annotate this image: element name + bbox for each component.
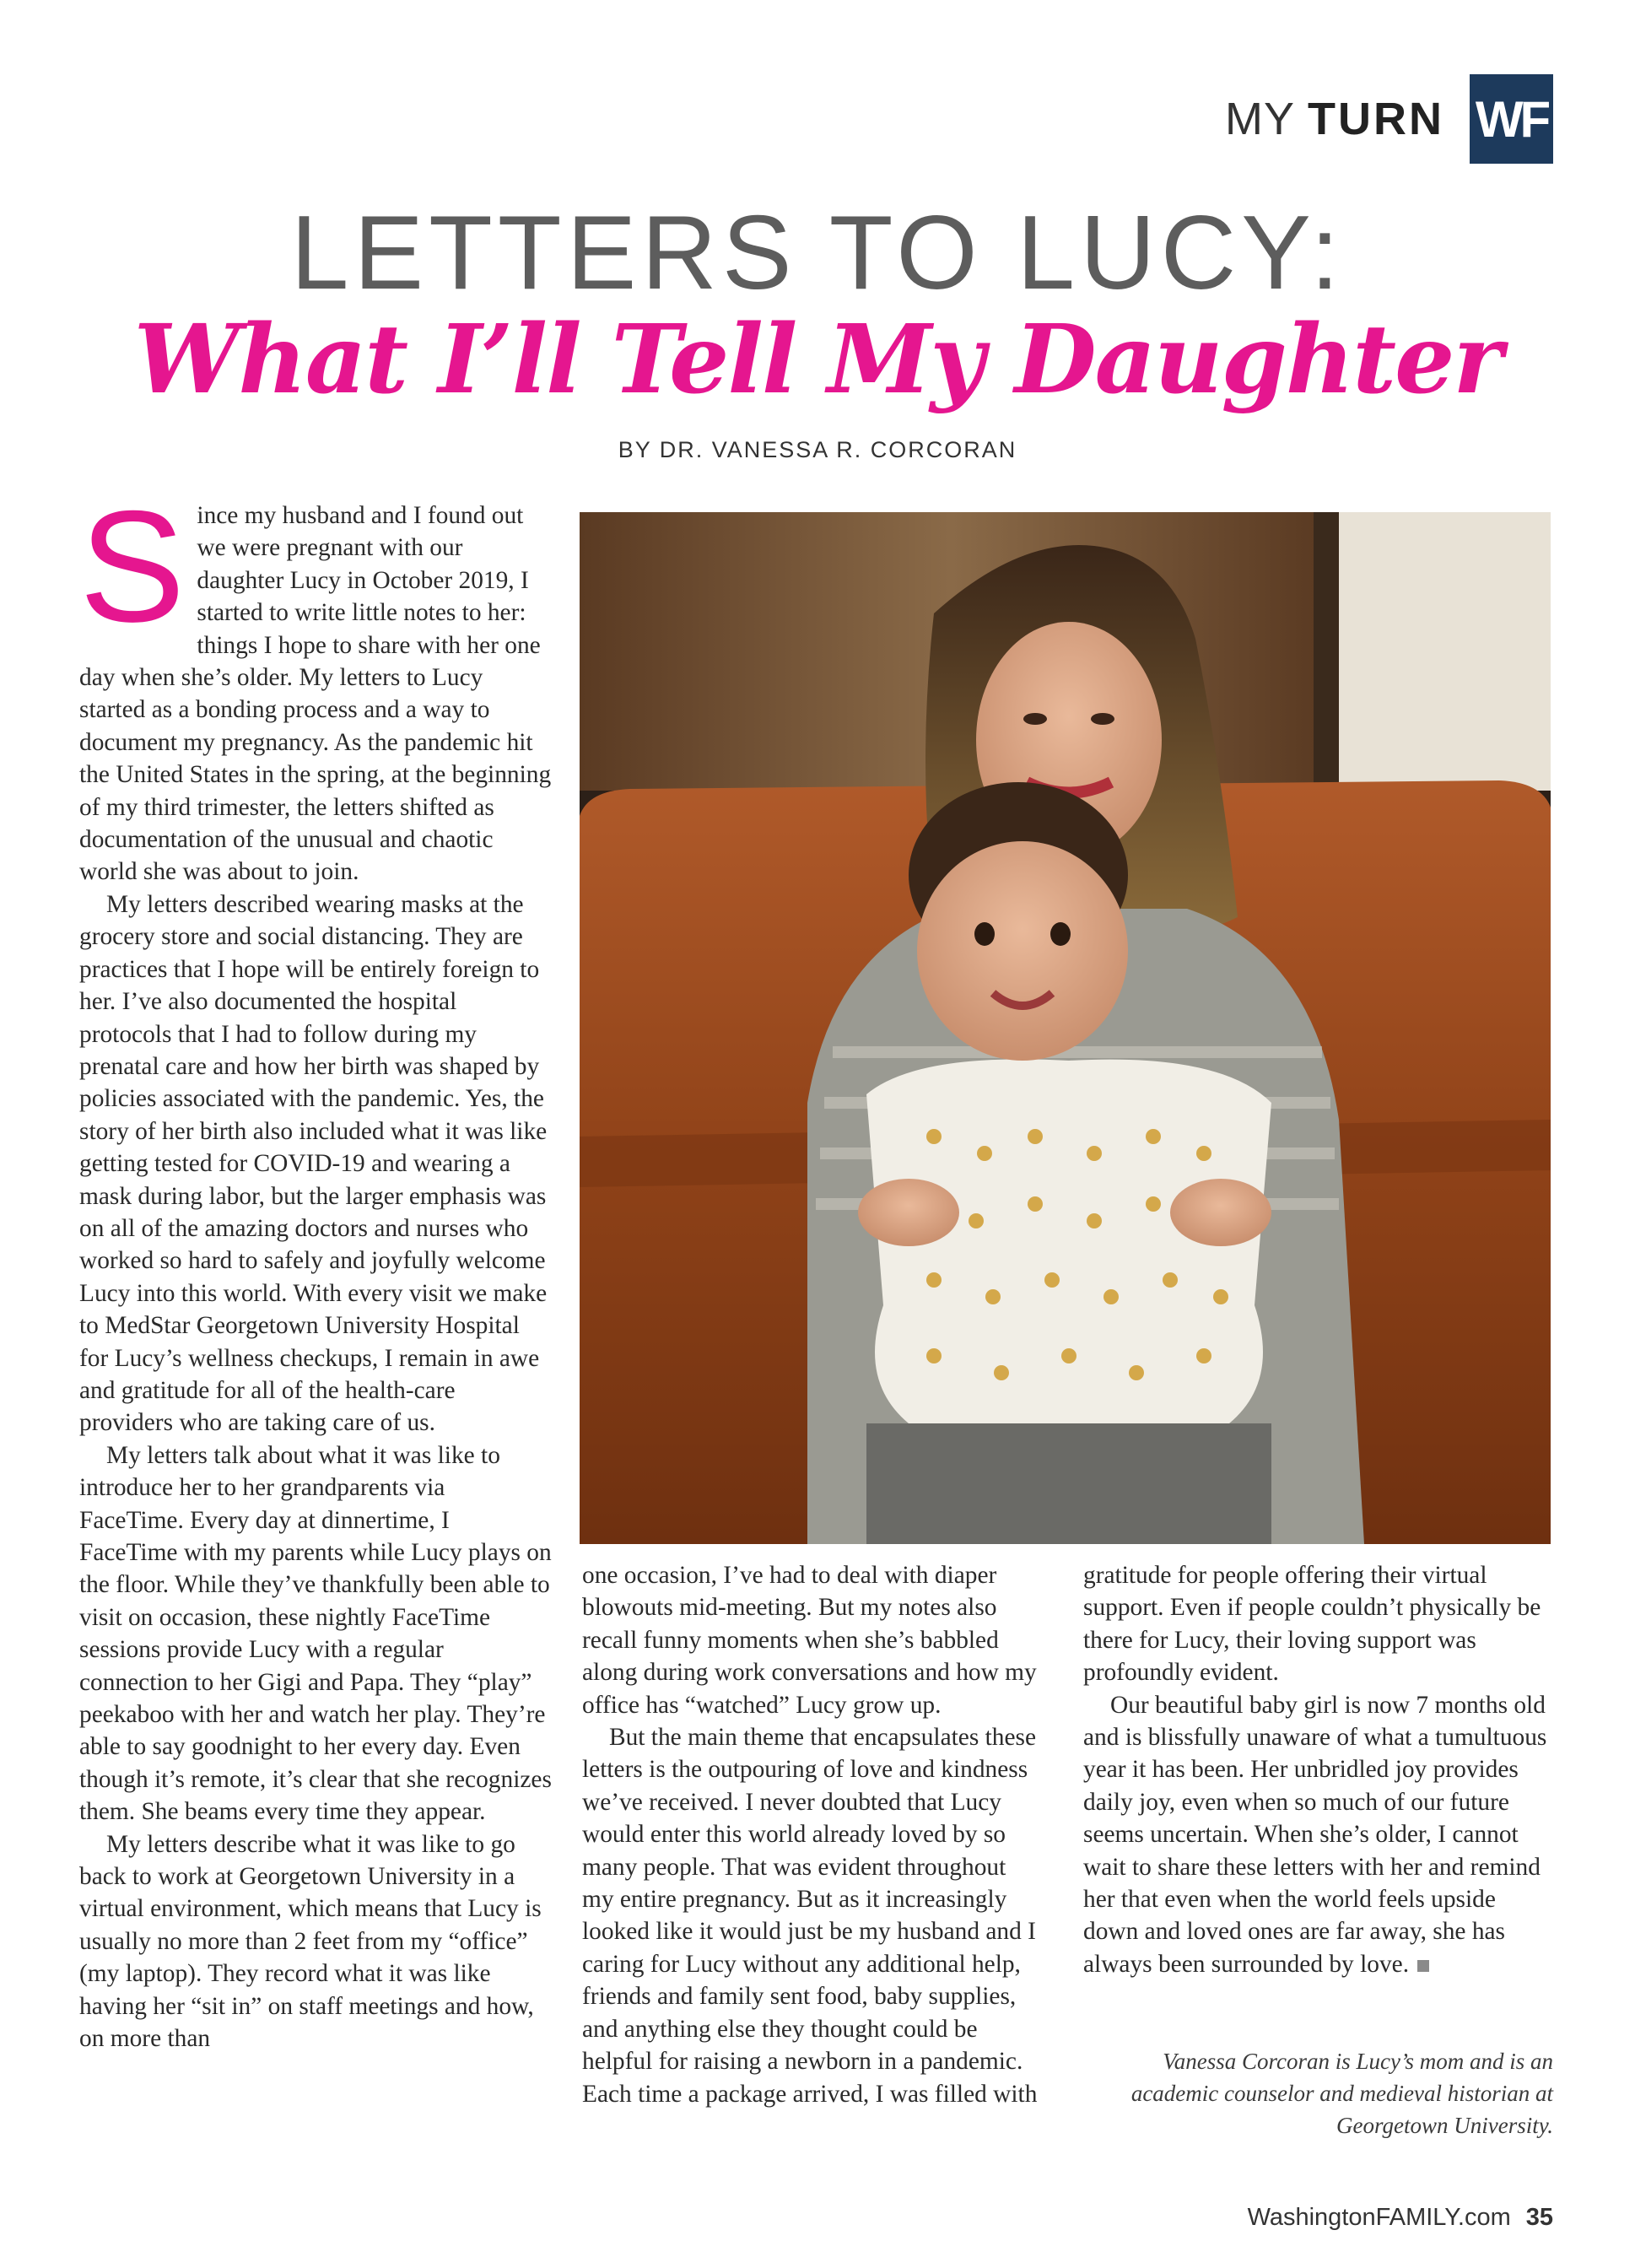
paragraph-6-text: Our beautiful baby girl is now 7 months old and is blissfully unaware of what a tumultuous year it has been. Her unbridled joy provides daily joy, even when so much of our future seems uncertain. When she’s older, I cannot wait to share these letters with her and remind her that even when the world feels upside down and loved ones are far away, she has always been surrounded by love. bbox=[1083, 1691, 1547, 1978]
wf-logo bbox=[1470, 74, 1553, 164]
article-column-middle bbox=[582, 1559, 1038, 2110]
wf-logo-text: WF bbox=[1475, 90, 1548, 148]
paragraph-3: My letters talk about what it was like to introduce her to her grandparents via FaceTime. Every day at dinnertime, I FaceTime with my parents while Lucy plays on the floor. While they’ve thankfully been able to visit on occasion, these nightly FaceTime sessions provide Lucy with a regular connection to her Gigi and Papa. They “play” peekaboo with her and watch her play. They’re able to say goodnight to her every day. Even though it’s remote, it’s clear that she recognizes them. She beams every time they appear. bbox=[79, 1441, 552, 1826]
article-title: LETTERS TO LUCY: bbox=[290, 195, 1345, 311]
mother-and-baby-photo bbox=[580, 512, 1551, 1544]
paragraph-4-continued: one occasion, I’ve had to deal with diaper blowouts mid-meeting. But my notes also recall funny moments when she’s babbled along during work conversations and how my office has “watched” Lucy grow up. bbox=[582, 1562, 1037, 1719]
baby-pants bbox=[866, 1423, 1271, 1544]
section-label-light: MY bbox=[1224, 94, 1294, 144]
end-mark-icon bbox=[1417, 1960, 1429, 1972]
baby-face bbox=[917, 841, 1128, 1061]
section-label bbox=[1225, 93, 1444, 145]
paragraph-5-continued: gratitude for people offering their virtual support. Even if people couldn’t physically be there for Lucy, their loving support was profoundly evident. bbox=[1083, 1562, 1541, 1687]
paragraph-1-text: ince my husband and I found out we were pregnant with our daughter Lucy in October 2019, I started to write little notes to her: things I hope to share with her one day when she’s older. My letters to Lucy started as a bonding process and a way to document my pregnancy. As the pandemic hit the United States in the spring, at the beginning of my third trimester, the letters shifted as documentation of the unusual and chaotic world she was about to join. bbox=[79, 502, 552, 886]
article-column-right bbox=[1083, 1559, 1556, 1980]
paragraph-6 bbox=[1083, 1689, 1556, 1981]
paragraph-1 bbox=[79, 478, 552, 888]
section-label-bold: TURN bbox=[1308, 94, 1444, 144]
drop-cap: S bbox=[79, 478, 186, 655]
paragraph-2: My letters described wearing masks at the grocery store and social distancing. They are practices that I hope will be entirely foreign to her. I’ve also documented the hospital protocols that I had to follow during my prenatal care and how her birth was shaped by policies associated with the pandemic. Yes, the story of her birth also included what it was like getting tested for COVID-19 and wearing a mask during labor, but the larger emphasis was on all of the amazing doctors and nurses who worked so hard to safely and joyfully welcome Lucy into this world. With every visit we make to MedStar Georgetown University Hospital for Lucy’s wellness checkups, I remain in awe and gratitude for all of the health-care providers who are taking care of us. bbox=[79, 890, 548, 1437]
paragraph-4: My letters describe what it was like to go back to work at Georgetown University in a virtual environment, which means that Lucy is usually no more than 2 feet from my “office” (my laptop). They record what it was like having her “sit in” on staff meetings and how, on more than bbox=[79, 1830, 542, 2053]
page-number: 35 bbox=[1525, 2204, 1553, 2231]
article-column-left bbox=[79, 478, 552, 2055]
author-bio: Vanessa Corcoran is Lucy’s mom and is an academic counselor and medieval historian at Georgetown University. bbox=[1130, 2049, 1553, 2138]
footer-site: WashingtonFAMILY.com bbox=[1247, 2204, 1511, 2231]
section-header bbox=[1225, 74, 1553, 164]
article-subtitle: What I’ll Tell My Daughter bbox=[133, 305, 1502, 415]
paragraph-5: But the main theme that encapsulates these letters is the outpouring of love and kindness we’ve received. I never doubted that Lucy would enter this world already loved by so many people. That was evident throughout my entire pregnancy. But as it increasingly looked like it would just be my husband and I caring for Lucy without any additional help, friends and family sent food, baby supplies, and anything else they thought could be helpful for raising a newborn in a pandemic. Each time a package arrived, I was filled with bbox=[582, 1724, 1038, 2108]
byline: BY DR. VANESSA R. CORCORAN bbox=[618, 437, 1017, 462]
page-footer bbox=[1248, 2204, 1553, 2232]
